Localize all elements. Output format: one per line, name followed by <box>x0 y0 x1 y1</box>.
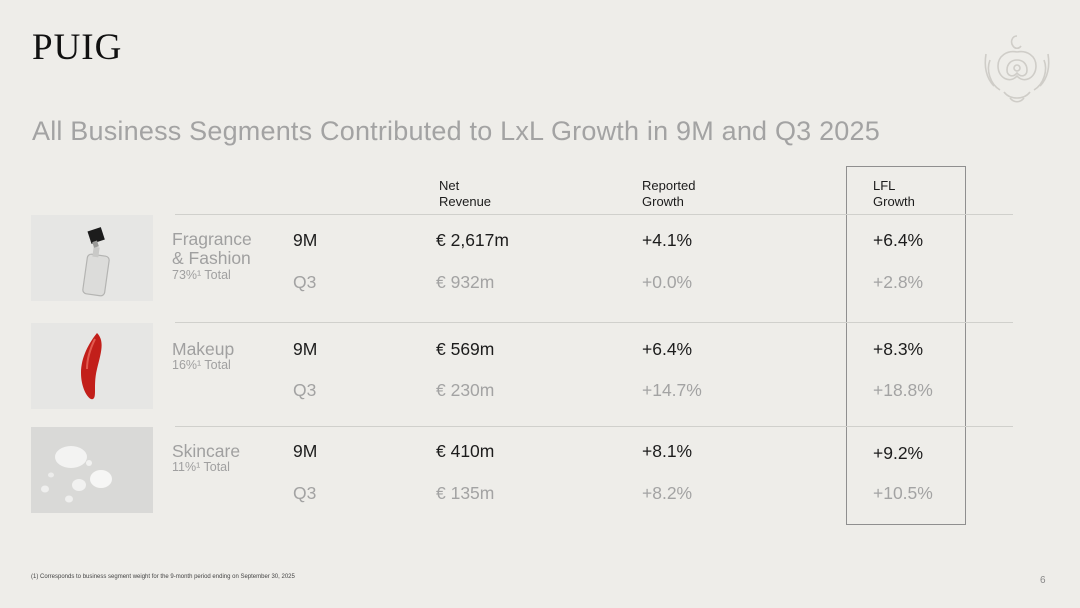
puig-emblem-icon <box>982 30 1052 106</box>
lfl-growth-value: +8.3% <box>873 339 924 359</box>
net-revenue-value: € 230m <box>436 380 495 400</box>
row-divider <box>175 214 1013 215</box>
page-number: 6 <box>1040 575 1046 586</box>
segment-name-fragrance-fashion: Fragrance & Fashion <box>172 229 252 268</box>
net-revenue-value: € 410m <box>436 441 495 461</box>
skincare-droplets-image <box>31 427 153 513</box>
period-label: 9M <box>293 441 318 461</box>
lfl-growth-value: +18.8% <box>873 380 933 400</box>
segment-share: 73%¹ Total <box>172 268 231 282</box>
header-net-revenue: Net Revenue <box>439 178 492 209</box>
segment-name-makeup: Makeup <box>172 339 235 359</box>
lfl-growth-value: +6.4% <box>873 230 924 250</box>
reported-growth-value: +6.4% <box>642 339 693 359</box>
row-divider <box>175 322 1013 323</box>
reported-growth-value: +8.2% <box>642 483 693 503</box>
reported-growth-value: +0.0% <box>642 272 693 292</box>
footnote: (1) Corresponds to business segment weight for the 9-month period ending on September 30, 2025 <box>31 574 295 580</box>
net-revenue-value: € 932m <box>436 272 495 292</box>
segment-share: 11%¹ Total <box>172 460 230 474</box>
lfl-growth-value: +10.5% <box>873 483 933 503</box>
header-lfl-growth: LFL Growth <box>873 178 915 209</box>
slide-title: All Business Segments Contributed to LxL Growth in 9M and Q3 2025 <box>32 116 880 146</box>
puig-logo: PUIG <box>32 27 123 68</box>
period-label: 9M <box>293 230 318 250</box>
perfume-bottle-image <box>31 215 153 301</box>
reported-growth-value: +8.1% <box>642 441 693 461</box>
row-divider <box>175 426 1013 427</box>
segment-share: 16%¹ Total <box>172 358 231 372</box>
reported-growth-value: +14.7% <box>642 380 702 400</box>
period-label: Q3 <box>293 483 317 503</box>
segment-name-skincare: Skincare <box>172 441 241 461</box>
reported-growth-value: +4.1% <box>642 230 693 250</box>
header-reported-growth: Reported Growth <box>642 178 696 209</box>
net-revenue-value: € 135m <box>436 483 495 503</box>
period-label: Q3 <box>293 272 317 292</box>
period-label: 9M <box>293 339 318 359</box>
net-revenue-value: € 569m <box>436 339 495 359</box>
lfl-growth-value: +9.2% <box>873 443 924 463</box>
period-label: Q3 <box>293 380 317 400</box>
lfl-growth-value: +2.8% <box>873 272 924 292</box>
net-revenue-value: € 2,617m <box>436 230 509 250</box>
lipstick-swatch-image <box>31 323 153 409</box>
